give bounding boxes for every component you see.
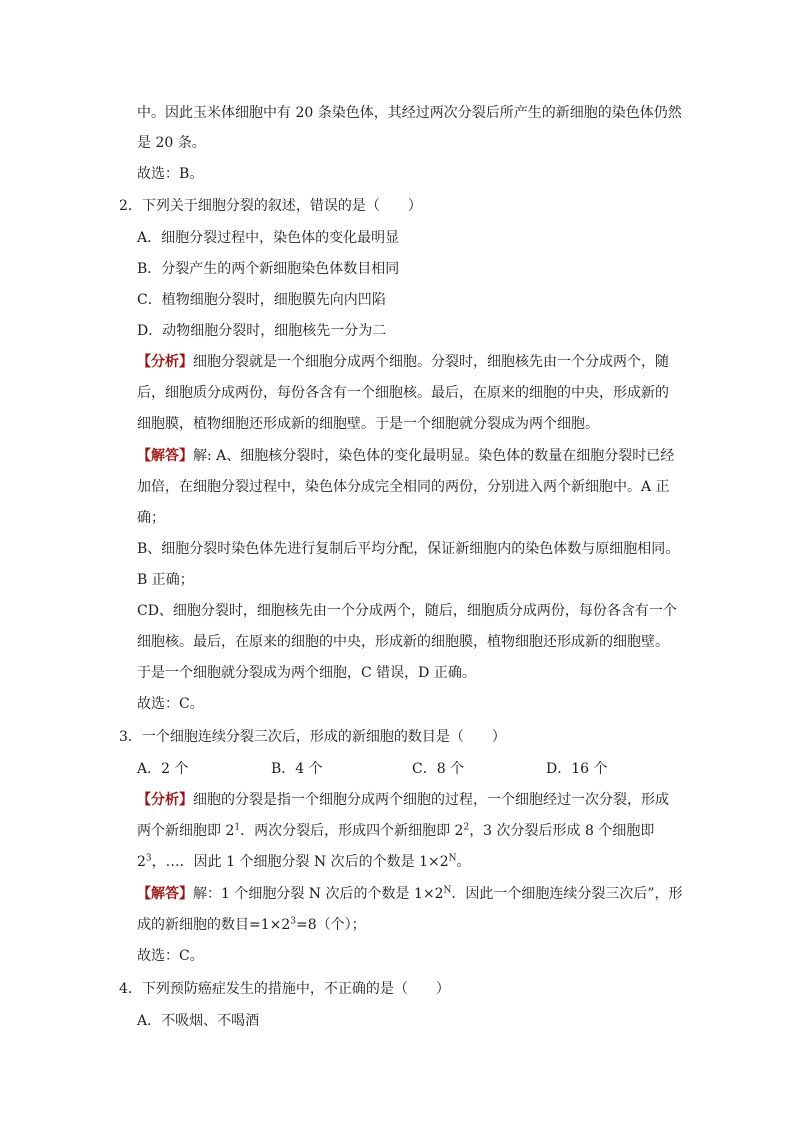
analysis-tag: 【分析】	[137, 792, 193, 808]
solution-tag: 【解答】	[137, 886, 193, 902]
q3-option-b: B．4 个	[271, 761, 323, 777]
q3-option-a: A．2 个	[137, 761, 189, 777]
q3-solution-line	[137, 915, 366, 935]
text-seg: =8（个）；	[296, 917, 366, 933]
q3-option-c: C．8 个	[412, 761, 465, 777]
q2-solution-line: CD、细胞分裂时，细胞核先由一个分成两个，随后，细胞质分成两份，每份各含有一个	[137, 603, 677, 619]
analysis-tag: 【分析】	[137, 354, 193, 370]
q2-analysis-line	[137, 352, 669, 372]
superscript: N	[443, 885, 452, 896]
text-seg: ，3 次分裂后形成 8 个细胞即	[469, 823, 655, 839]
q3-solution-line	[137, 884, 683, 904]
text-seg: 解：1 个细胞分裂 N 次后的个数是 1×2	[193, 886, 444, 902]
superscript: N	[448, 853, 457, 864]
solution-text: 解: A、细胞核分裂时，染色体的变化最明显。染色体的数量在细胞分裂时已经	[193, 448, 675, 464]
text-line: 是 20 条。	[137, 135, 206, 151]
answer-line: 故选：C。	[137, 696, 204, 712]
q3-analysis-line	[137, 790, 669, 810]
q2-solution-line: 确；	[137, 510, 165, 526]
text-line: 中。因此玉米体细胞中有 20 条染色体，其经过两次分裂后所产生的新细胞的染色体仍然	[137, 105, 682, 121]
text-seg: ．两次分裂后，形成四个新细胞即 2	[240, 823, 464, 839]
text-seg: ．因此一个细胞连续分裂三次后”，形	[451, 886, 683, 902]
superscript: 3	[290, 916, 297, 927]
q2-option-b: B．分裂产生的两个新细胞染色体数目相同	[137, 261, 400, 277]
q2-solution-line: B 正确；	[137, 572, 194, 588]
question-2-stem: 2．下列关于细胞分裂的叙述，错误的是（ ）	[119, 198, 422, 214]
q2-option-d: D．动物细胞分裂时，细胞核先一分为二	[137, 323, 387, 339]
q2-solution-line: 于是一个细胞就分裂成为两个细胞，C 错误，D 正确。	[137, 665, 476, 681]
q3-analysis-line	[137, 852, 470, 872]
analysis-text: 细胞分裂就是一个细胞分成两个细胞。分裂时，细胞核先由一个分成两个，随	[193, 354, 669, 370]
question-3-stem: 3．一个细胞连续分裂三次后，形成的新细胞的数目是（ ）	[119, 729, 506, 745]
q2-analysis-line: 后，细胞质分成两份，每份各含有一个细胞核。最后，在原来的细胞的中央，形成新的	[137, 385, 669, 401]
text-seg: 两个新细胞即 2	[137, 823, 235, 839]
q3-option-d: D．16 个	[546, 761, 608, 777]
q3-analysis-line	[137, 821, 654, 841]
solution-tag: 【解答】	[137, 448, 193, 464]
answer-line: 故选：C。	[137, 948, 204, 964]
q2-option-c: C．植物细胞分裂时，细胞膜先向内凹陷	[137, 292, 386, 308]
q4-option-a: A．不吸烟、不喝酒	[137, 1013, 260, 1029]
q2-solution-line	[137, 446, 674, 466]
q2-option-a: A．细胞分裂过程中，染色体的变化最明显	[137, 230, 400, 246]
q2-solution-line: 加倍，在细胞分裂过程中，染色体分成完全相同的两份，分别进入两个新细胞中。A 正	[137, 479, 670, 495]
q2-solution-line: 细胞核。最后，在原来的细胞的中央，形成新的细胞膜，植物细胞还形成新的细胞壁。	[137, 634, 669, 650]
superscript: 1	[234, 822, 241, 833]
text-seg: 成的新细胞的数目=1×2	[137, 917, 291, 933]
superscript: 2	[463, 822, 470, 833]
superscript: 3	[145, 853, 152, 864]
text-seg: 2	[137, 854, 146, 870]
answer-line: 故选：B。	[137, 166, 204, 182]
question-4-stem: 4．下列预防癌症发生的措施中，不正确的是（ ）	[119, 981, 450, 997]
text-seg: 。	[456, 854, 471, 870]
analysis-text: 细胞的分裂是指一个细胞分成两个细胞的过程，一个细胞经过一次分裂，形成	[193, 792, 669, 808]
q2-analysis-line: 细胞膜，植物细胞还形成新的细胞壁。于是一个细胞就分裂成为两个细胞。	[137, 416, 599, 432]
q2-solution-line: B、细胞分裂时染色体先进行复制后平均分配，保证新细胞内的染色体数与原细胞相同。	[137, 541, 680, 557]
text-seg: ，…．因此 1 个细胞分裂 N 次后的个数是 1×2	[151, 854, 449, 870]
